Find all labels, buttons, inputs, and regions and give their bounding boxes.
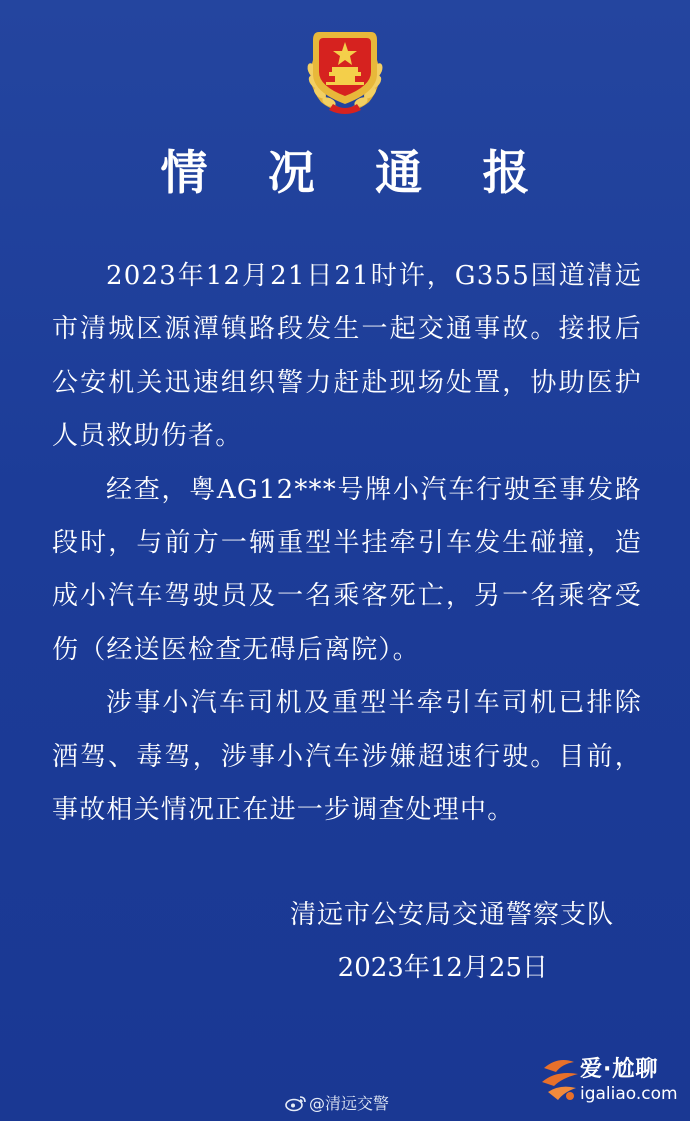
paragraph-investigation: 经查，粤AG12***号牌小汽车行驶至事发路段时，与前方一辆重型半挂牵引车发生碰撞，造成小汽车驾驶员及一名乘客死亡，另一名乘客受伤（经送医检查无碍后离院）。 [52,474,642,665]
paragraph-incident: 2023年12月21日21时许，G355国道清远市清城区源潭镇路段发生一起交通事故。接报后公安机关迅速组织警力赶赴现场处置，协助医护人员救助伤者。 [52,261,642,452]
document-title: 情 况 通 报 [160,146,552,201]
police-emblem-icon [299,20,391,114]
issue-date: 2023年12月25日 [337,953,548,983]
weibo-handle-text: @清远交警 [309,1094,390,1113]
watermark-logo-icon [540,1052,582,1106]
issuer-signature: 清远市公安局交通警察支队 [289,900,614,930]
document-body [52,250,642,837]
site-watermark [540,1050,686,1114]
weibo-handle [285,1093,389,1115]
weibo-icon [285,1094,307,1112]
watermark-url: igaliao.com [580,1084,678,1104]
watermark-name: 爱·尬聊 [580,1057,659,1082]
paragraph-status: 涉事小汽车司机及重型半牵引车司机已排除酒驾、毒驾，涉事小汽车涉嫌超速行驶。目前，事故相关情况正在进一步调查处理中。 [52,688,642,826]
